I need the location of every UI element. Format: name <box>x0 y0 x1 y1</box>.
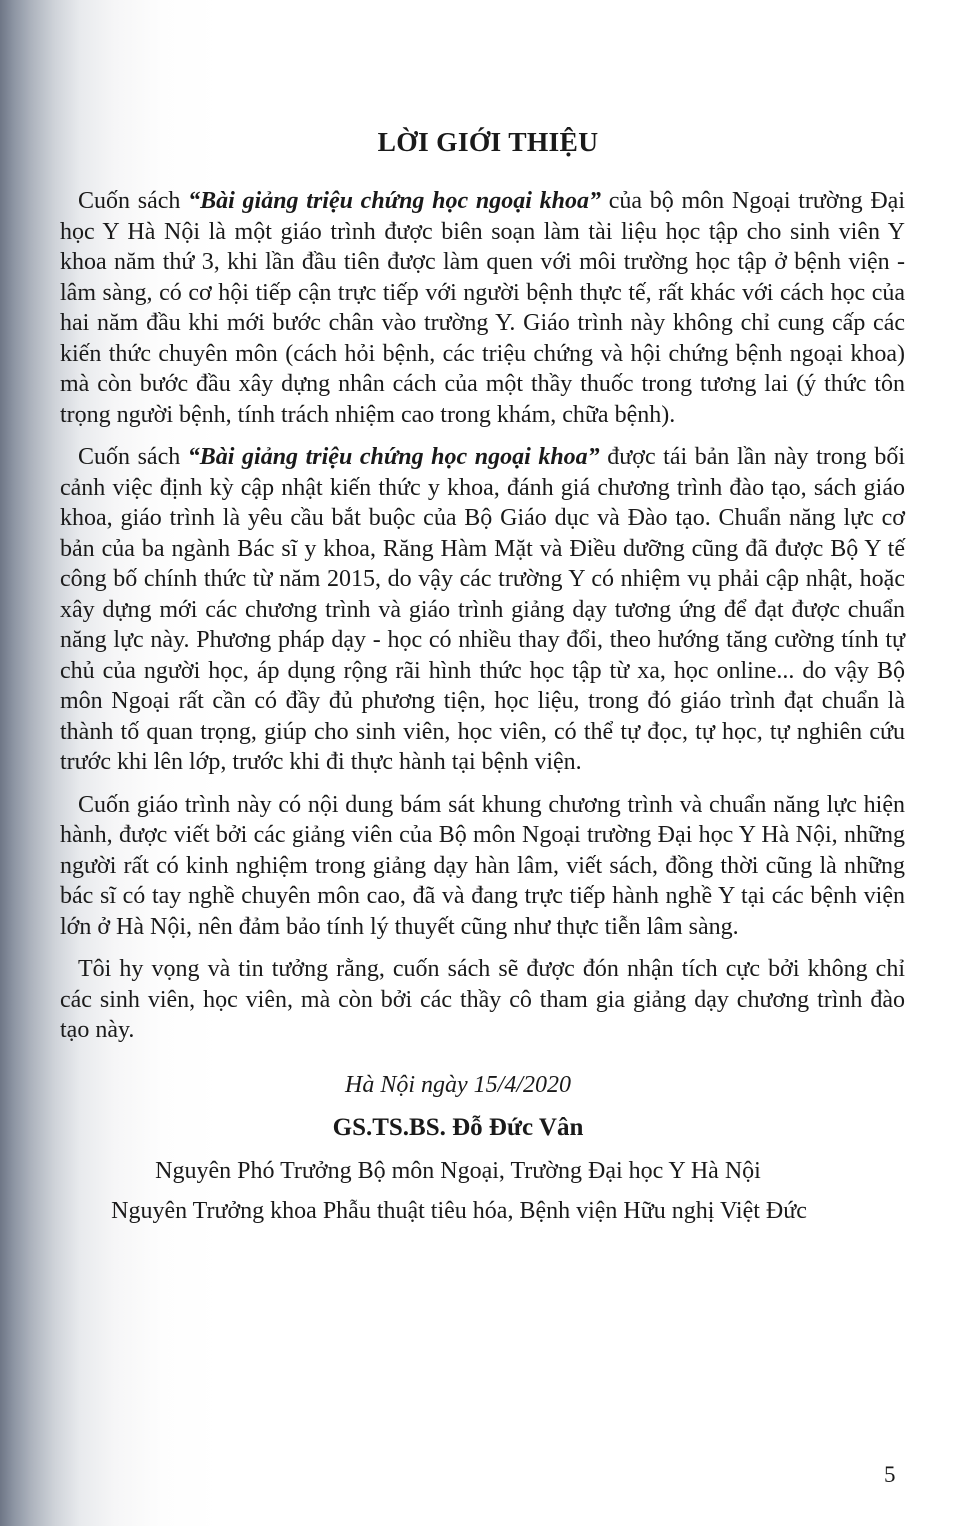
paragraph-3-text: Cuốn giáo trình này có nội dung bám sát khung chương trình và chuẩn năng lực hiện hành, được viết bởi các giảng viên của Bộ môn Ngoại trường Đại học Y Hà Nội, những người rất có kinh nghiệm trong giảng dạy hàn lâm, viết sách, đồng thời cũng là những bác sĩ có tay nghề chuyên môn cao, đã và đang trực tiếp hành nghề Y tại các bệnh viện lớn ở Hà Nội, nên đảm bảo tính lý thuyết cũng như thực tiễn lâm sàng. <box>60 791 905 940</box>
paragraph-1-lead: Cuốn sách <box>78 188 189 214</box>
signature-role-2: Nguyên Trưởng khoa Phẫu thuật tiêu hóa, Bệnh viện Hữu nghị Việt Đức <box>111 1198 807 1224</box>
paragraph-1 <box>60 186 905 430</box>
body-text <box>60 186 905 1058</box>
paragraph-1-text: của bộ môn Ngoại trường Đại học Y Hà Nội là một giáo trình được biên soạn làm tài liệu học tập cho sinh viên Y khoa năm thứ 3, khi lần đầu tiên được làm quen với môi trường học tập ở bệnh viện - lâm sàng, có cơ hội tiếp cận trực tiếp với người bệnh thực tế, rất khác với cách học của hai năm đầu khi mới bước chân vào trường Y. Giáo trình này không chỉ cung cấp các kiến thức chuyên môn (cách hỏi bệnh, các triệu chứng và hội chứng bệnh ngoại khoa) mà còn bước đầu xây dựng nhân cách của một thầy thuốc trong tương lai (ý thức tôn trọng người bệnh, tính trách nhiệm cao trong khám, chữa bệnh). <box>60 188 905 428</box>
paragraph-2-text: được tái bản lần này trong bối cảnh việc định kỳ cập nhật kiến thức y khoa, đánh giá chương trình đào tạo, sách giáo khoa, giáo trình là yêu cầu bắt buộc của Bộ Giáo dục và Đào tạo. Chuẩn năng lực cơ bản của ba ngành Bác sĩ y khoa, Răng Hàm Mặt và Điều dưỡng cũng đã được Bộ Y tế công bố chính thức từ năm 2015, do vậy các trường Y có nhiệm vụ phải cập nhật, hoặc xây dựng mới các chương trình và giáo trình giảng dạy tương ứng để đạt được chuẩn năng lực này. Phương pháp dạy - học có nhiều thay đổi, theo hướng tăng cường tính tự chủ của người học, áp dụng rộng rãi hình thức học tập từ xa, học online... do vậy Bộ môn Ngoại rất cần có đầy đủ phương tiện, học liệu, trong đó giáo trình đạt chuẩn là thành tố quan trọng, giúp cho sinh viên, học viên, có thể tự đọc, tự học, tự nghiên cứu trước khi lên lớp, trước khi đi thực hành tại bệnh viện. <box>60 444 905 775</box>
signature-author: GS.TS.BS. Đỗ Đức Vân <box>332 1114 584 1141</box>
signature-role-1: Nguyên Phó Trưởng Bộ môn Ngoại, Trường Đại học Y Hà Nội <box>155 1158 761 1184</box>
book-title-quote-1: “Bài giảng triệu chứng học ngoại khoa” <box>188 188 601 214</box>
paragraph-4-text: Tôi hy vọng và tin tưởng rằng, cuốn sách sẽ được đón nhận tích cực bởi không chỉ các sinh viên, học viên, mà còn bởi các thầy cô tham gia giảng dạy chương trình đào tạo này. <box>60 956 905 1043</box>
paragraph-2-lead: Cuốn sách <box>78 444 188 470</box>
page-title: LỜI GIỚI THIỆU <box>377 126 599 157</box>
page-number: 5 <box>884 1462 896 1487</box>
book-title-quote-2: “Bài giảng triệu chứng học ngoại khoa” <box>187 444 600 470</box>
paragraph-2 <box>60 442 905 778</box>
signature-date: Hà Nội ngày 15/4/2020 <box>345 1072 571 1098</box>
paragraph-3 <box>60 790 905 943</box>
paragraph-4 <box>60 954 905 1046</box>
